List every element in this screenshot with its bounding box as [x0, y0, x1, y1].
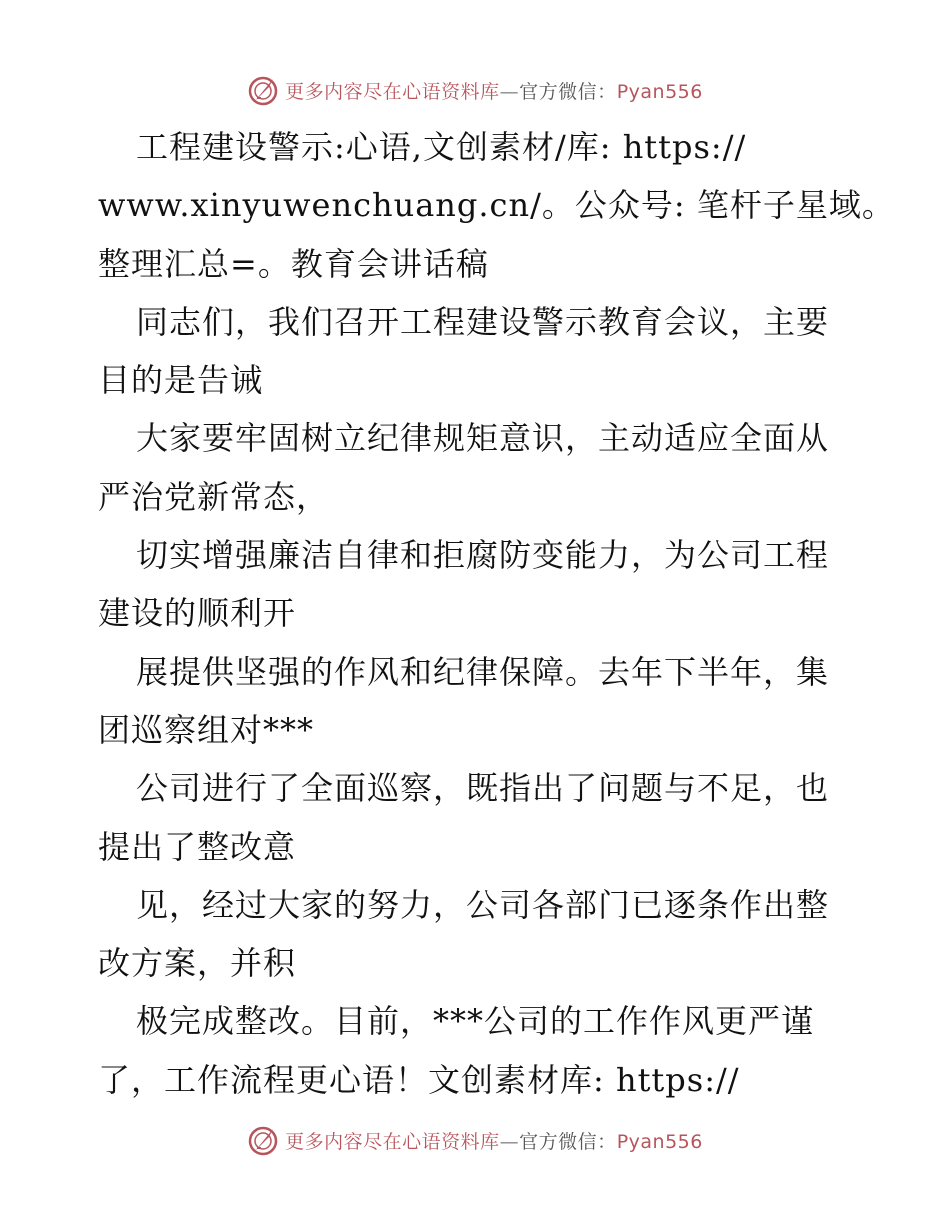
text-line: 切实增强廉洁自律和拒腐防变能力，为公司工程: [136, 536, 830, 575]
text-line: 公司进行了全面巡察，既指出了问题与不足，也: [136, 769, 830, 808]
watermark-banner-top: [0, 70, 950, 110]
watermark-main-text: 更多内容尽在心语资料库: [285, 1130, 500, 1153]
watermark-wechat-id: Pyan556: [616, 1130, 703, 1153]
watermark-group: [247, 74, 703, 106]
watermark-official-label: 官方微信：: [519, 1130, 617, 1153]
text-line: 目的是告诫: [98, 361, 264, 400]
text-line: 了，工作流程更心语！文创素材库: https://: [98, 1060, 740, 1099]
text-line: 见，经过大家的努力，公司各部门已逐条作出整: [136, 885, 830, 924]
text-line: 改方案，并积: [98, 944, 297, 983]
watermark-group: [247, 1124, 703, 1156]
watermark-dash: —: [499, 1130, 520, 1153]
text-line: 极完成整改。目前，***公司的工作作风更严谨: [136, 1002, 815, 1041]
watermark-main-text: 更多内容尽在心语资料库: [285, 80, 500, 103]
watermark-banner-bottom: [0, 1120, 950, 1160]
text-line: 建设的顺利开: [98, 594, 297, 633]
text-line: 大家要牢固树立纪律规矩意识，主动适应全面从: [136, 419, 830, 458]
text-line: 严治党新常态，: [98, 477, 330, 516]
quill-logo-icon: [247, 1124, 279, 1156]
text-line: 提出了整改意: [98, 827, 297, 866]
quill-logo-icon: [247, 74, 279, 106]
watermark-dash: —: [499, 80, 520, 103]
text-line: 整理汇总=。教育会讲话稿: [98, 244, 489, 283]
text-line: 工程建设警示:心语,文创素材/库: https://: [136, 128, 747, 166]
text-line: 团巡察组对***: [98, 710, 315, 749]
watermark-wechat-id: Pyan556: [616, 80, 703, 103]
watermark-text: [285, 77, 703, 104]
text-line: www.xinyuwenchuang.cn/。公众号: 笔杆子星域。: [98, 186, 895, 225]
watermark-official-label: 官方微信：: [519, 80, 617, 103]
text-line: 展提供坚强的作风和纪律保障。去年下半年，集: [136, 652, 830, 691]
text-line: 同志们，我们召开工程建设警示教育会议，主要: [136, 302, 830, 341]
document-body: [98, 118, 895, 1109]
watermark-text: [285, 1127, 703, 1154]
